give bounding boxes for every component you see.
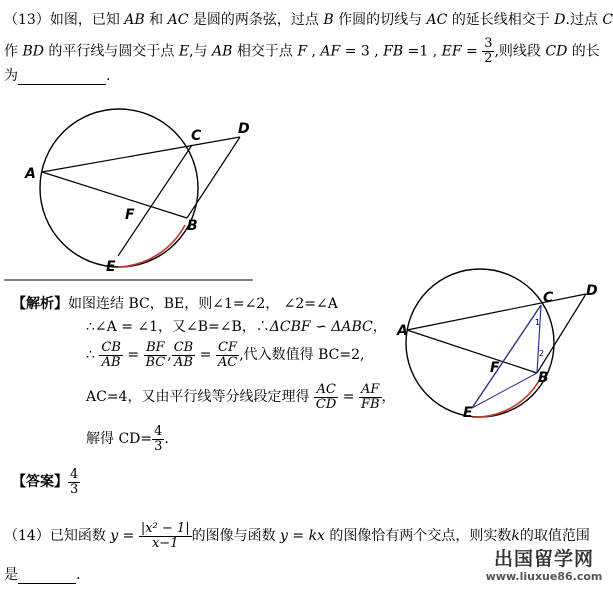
watermark-url: www.liuxue86.com bbox=[485, 570, 603, 583]
analysis-tag: 【解析】 bbox=[12, 296, 68, 312]
frac-cd-result: $\frac{4}{3}$ bbox=[154, 423, 163, 454]
frac-cf-ac: $\frac{CF}{AC}$ bbox=[217, 339, 238, 370]
frac-af-fb: $\frac{AF}{FB}$ bbox=[360, 381, 380, 412]
fig2-label-f: F bbox=[490, 360, 500, 376]
watermark bbox=[478, 548, 610, 583]
answer-fraction: $\frac{4}{3}$ bbox=[70, 466, 79, 497]
fig2-label-c: C bbox=[543, 290, 554, 306]
fig2-label-e: E bbox=[463, 405, 473, 421]
analysis-line-5: 解得 CD= $\frac{4}{3}$ . bbox=[86, 423, 169, 454]
fig2-line-be bbox=[472, 373, 537, 408]
analysis-line-4: AC=4，又由平行线等分线段定理得 $\frac{AC}{CD}$ = $\frac{AF}{FB}$ ， bbox=[86, 381, 396, 412]
q13-line-3: 为 . bbox=[4, 68, 111, 84]
q14-answer-blank bbox=[18, 569, 76, 584]
fig2-label-angle1: 1 bbox=[535, 318, 541, 327]
fig2-line-ad bbox=[407, 294, 586, 330]
frac-ac-cd: $\frac{AC}{CD}$ bbox=[315, 381, 337, 412]
q14-line-1: （14）已知函数 y = $\frac{\text{|x² − 1|}}{x-1}$ 的图像与函数 y = kx 的图像恰有两个交点，则实数k的取值范围 bbox=[4, 520, 590, 551]
answer-tag: 【答案】 bbox=[12, 474, 68, 490]
analysis-line-2: ∴∠A = ∠1，又∠B=∠B，∴ΔCBF ∽ ΔABC， bbox=[86, 319, 387, 335]
fig1-line-ce bbox=[118, 145, 192, 256]
fig2-label-angle2: 2 bbox=[539, 349, 545, 358]
fig2-circle bbox=[406, 269, 554, 417]
analysis-line-1: 【解析】如图连结 BC，BE，则∠1=∠2， ∠2=∠A bbox=[12, 296, 338, 312]
q14-fraction: $\frac{\text{|x² − 1|}}{x-1}$ bbox=[140, 520, 190, 551]
fig2-label-d: D bbox=[586, 283, 598, 299]
frac-bf-bc: $\frac{BF}{BC}$ bbox=[145, 339, 166, 370]
fig1-circle bbox=[40, 109, 198, 267]
q13-line-2: 作 BD 的平行线与圆交于点 E,与 AB 相交于点 F , AF = 3 , FB =1 , EF = $\frac{3}{2}$ ,则线段 CD 的长 bbox=[4, 36, 600, 66]
q14-line-2: 是 . bbox=[4, 567, 81, 583]
fig2-label-b: B bbox=[538, 370, 549, 386]
q13-line-1: （13）如图，已知 AB 和 AC 是圆的两条弦，过点 B 作圆的切线与 AC 的延长线相交于 D.过点 C bbox=[4, 12, 613, 28]
fig1-line-ab bbox=[42, 172, 187, 218]
answer-line bbox=[12, 463, 80, 501]
fig1-label-c: C bbox=[191, 128, 202, 144]
fig1-line-ad bbox=[42, 137, 240, 172]
fig1-label-d: D bbox=[238, 121, 250, 137]
frac-cb-ab-2: $\frac{CB}{AB}$ bbox=[173, 339, 194, 370]
fig2-line-cb bbox=[537, 305, 541, 373]
fig1-label-a: A bbox=[25, 166, 36, 182]
fig2-label-a: A bbox=[397, 323, 408, 339]
fig1-line-bd bbox=[187, 137, 240, 218]
frac-cb-ab: $\frac{CB}{AB}$ bbox=[101, 339, 121, 370]
watermark-cn: 出国留学网 bbox=[493, 548, 594, 570]
ef-fraction: $\frac{3}{2}$ bbox=[484, 36, 493, 66]
fig1-label-e: E bbox=[106, 259, 116, 275]
fig2-line-ab bbox=[407, 330, 537, 373]
analysis-line-3: ∴ $\frac{CB}{AB}$ = $\frac{BF}{BC}$ , $\frac{CB}{AB}$ = $\frac{CF}{AC}$ ,代入数值得 BC=2, bbox=[86, 339, 365, 370]
fig1-label-b: B bbox=[187, 218, 198, 234]
fig1-label-f: F bbox=[125, 207, 135, 223]
